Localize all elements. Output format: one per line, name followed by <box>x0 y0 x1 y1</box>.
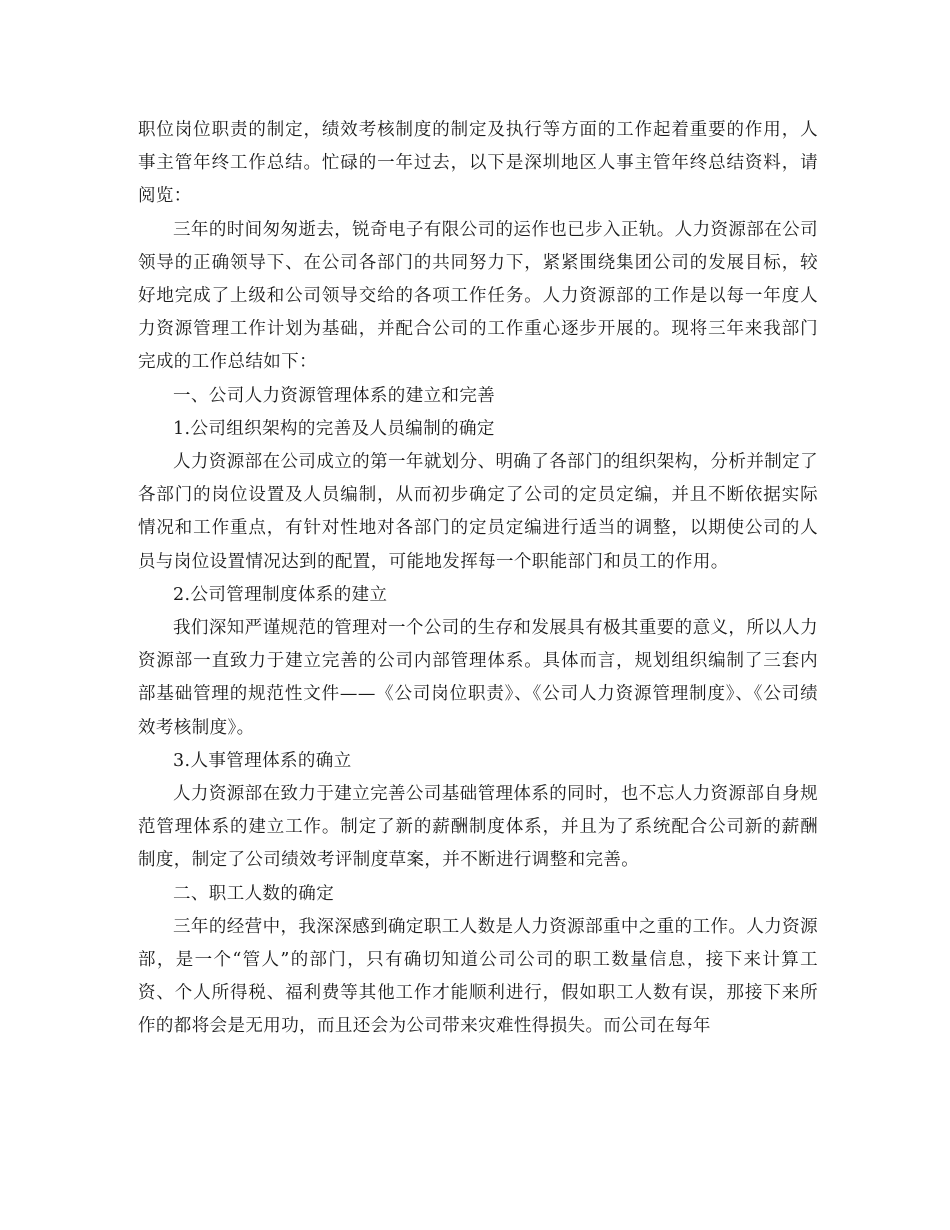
subsection-heading-1-3: 3.人事管理体系的确立 <box>173 750 352 771</box>
paragraph-management-system: 我们深知严谨规范的管理对一个公司的生存和发展具有极其重要的意义，所以人力资源部一直致力于建立完善的公司内部管理体系。具体而言，规划组织编制了三套内部基础管理的规范性文件——《公司岗位职责》、《公司人力资源管理制度》、《公司绩效考核制度》。 <box>138 618 818 738</box>
paragraph-intro: 职位岗位职责的制定，绩效考核制度的制定及执行等方面的工作起着重要的作用，人事主管年终工作总结。忙碌的一年过去，以下是深圳地区人事主管年终总结资料，请阅览： <box>138 120 818 207</box>
document-body <box>138 114 818 1044</box>
section-heading-2: 二、职工人数的确定 <box>173 883 335 904</box>
paragraph-headcount: 三年的经营中，我深深感到确定职工人数是人力资源部重中之重的工作。人力资源部，是一个“管人”的部门，只有确切知道公司公司的职工数量信息，接下来计算工资、个人所得税、福利费等其他工作才能顺利进行，假如职工人数有误，那接下来所作的都将会是无用功，而且还会为公司带来灾难性得损失。而公司在每年 <box>138 916 818 1037</box>
paragraph-org-structure: 人力资源部在公司成立的第一年就划分、明确了各部门的组织架构，分析并制定了各部门的岗位设置及人员编制，从而初步确定了公司的定员定编，并且不断依据实际情况和工作重点，有针对性地对各部门的定员定编进行适当的调整，以期使公司的人员与岗位设置情况达到的配置，可能地发挥每一个职能部门和员工的作用。 <box>138 452 818 572</box>
paragraph-personnel-system: 人力资源部在致力于建立完善公司基础管理体系的同时，也不忘人力资源部自身规范管理体系的建立工作。制定了新的薪酬制度体系，并且为了系统配合公司新的薪酬制度，制定了公司绩效考评制度草案，并不断进行调整和完善。 <box>138 784 818 871</box>
subsection-heading-1-1: 1.公司组织架构的完善及人员编制的确定 <box>173 418 495 439</box>
subsection-heading-1-2: 2.公司管理制度体系的建立 <box>173 584 388 605</box>
section-heading-1: 一、公司人力资源管理体系的建立和完善 <box>173 385 496 406</box>
paragraph-overview: 三年的时间匆匆逝去，锐奇电子有限公司的运作也已步入正轨。人力资源部在公司领导的正确领导下、在公司各部门的共同努力下，紧紧围绕集团公司的发展目标，较好地完成了上级和公司领导交给的各项工作任务。人力资源部的工作是以每一年度人力资源管理工作计划为基础，并配合公司的工作重心逐步开展的。现将三年来我部门完成的工作总结如下： <box>138 219 818 373</box>
